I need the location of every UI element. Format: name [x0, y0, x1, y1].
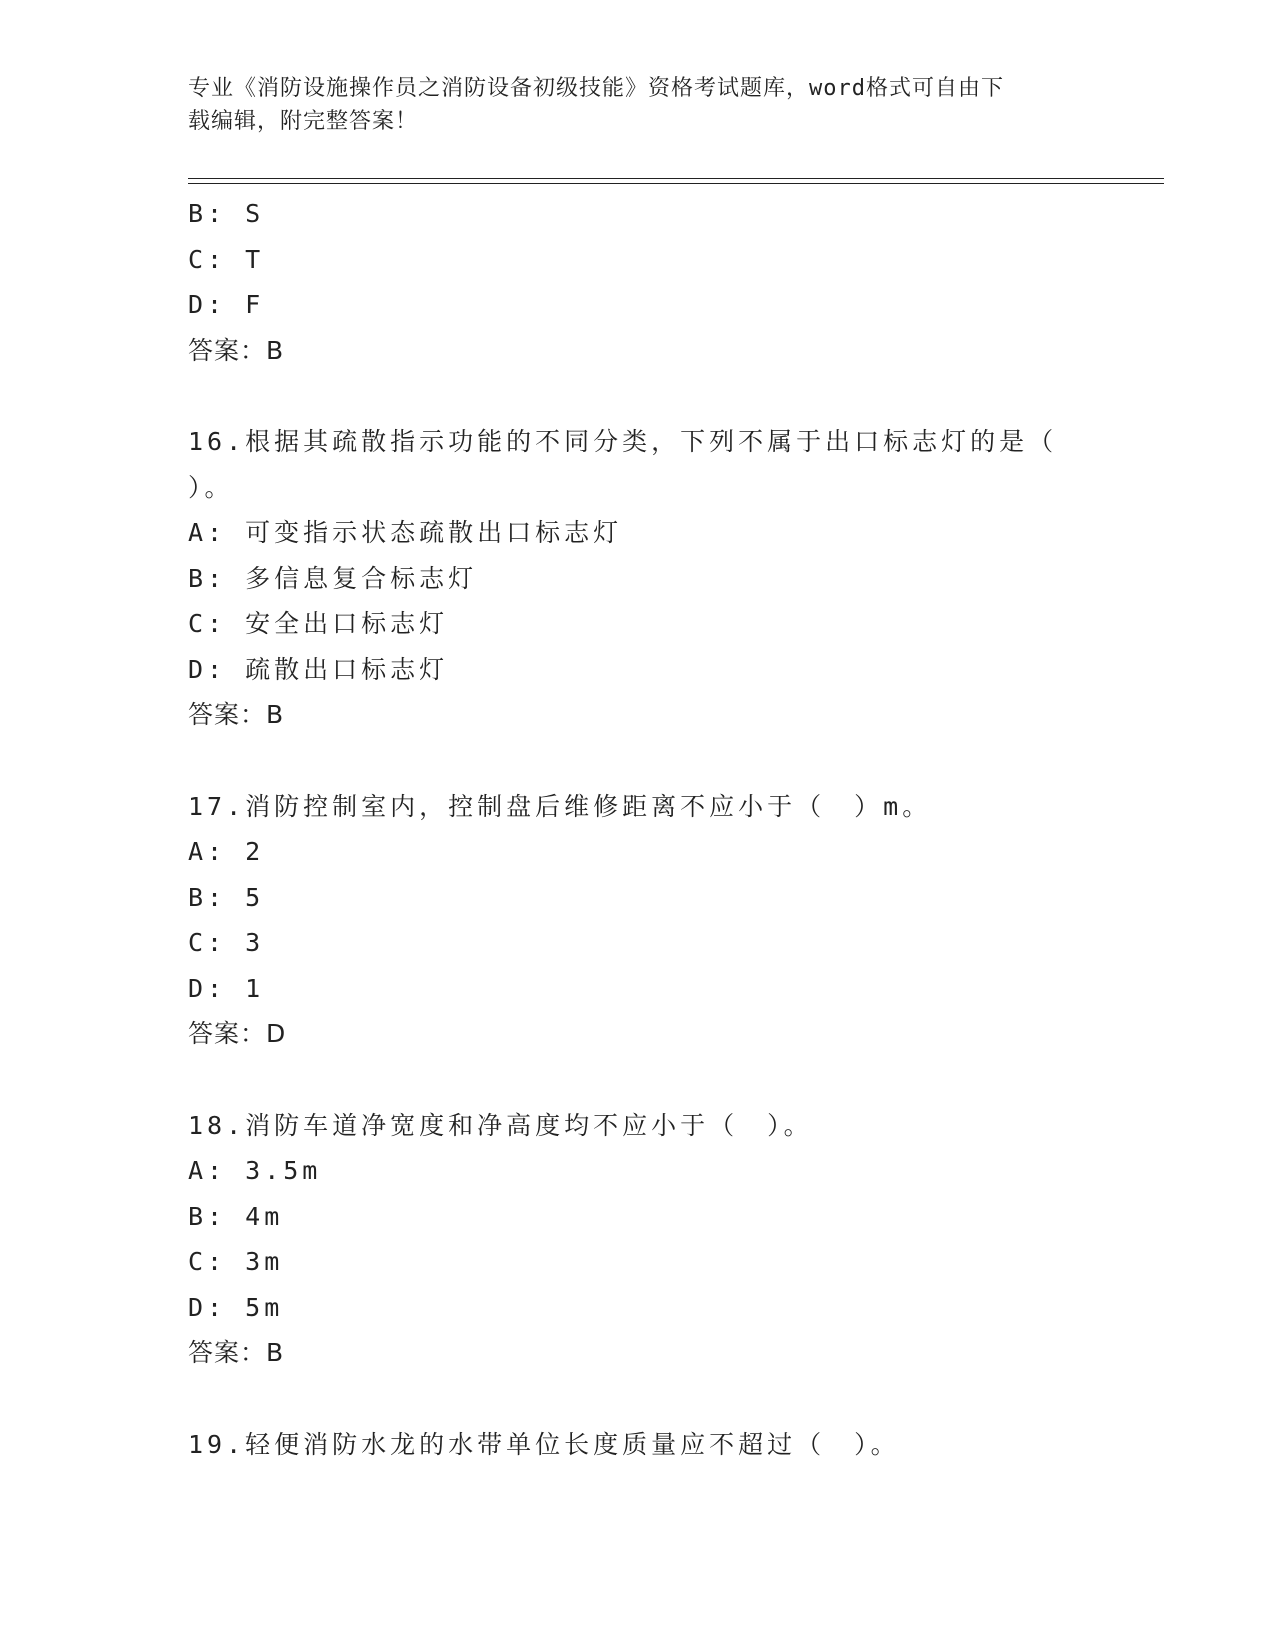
spacer [188, 1376, 1088, 1422]
option-a: A: 3.5m [188, 1156, 322, 1185]
option-c: C: 3m [188, 1247, 284, 1276]
header-line-2: 载编辑，附完整答案！ [188, 109, 419, 134]
question-15-partial [188, 191, 1088, 373]
option-b: B: S [188, 199, 265, 228]
question-stem-continued: ）。 [188, 472, 234, 502]
option-b: B: 多信息复合标志灯 [188, 563, 478, 593]
option-b: B: 4m [188, 1201, 284, 1231]
question-stem: 17.消防控制室内，控制盘后维修距离不应小于（ ）m。 [188, 791, 932, 821]
spacer [188, 738, 1088, 784]
question-19 [188, 1422, 1088, 1468]
question-stem: 19.轻便消防水龙的水带单位长度质量应不超过（ ）。 [188, 1429, 900, 1459]
answer: 答案：B [188, 700, 285, 729]
option-a: A: 可变指示状态疏散出口标志灯 [188, 518, 623, 547]
option-c: C: 安全出口标志灯 [188, 609, 449, 638]
option-a: A: 2 [188, 837, 265, 866]
option-d: D: 1 [188, 973, 265, 1003]
answer: 答案：B [188, 335, 285, 365]
option-b: B: 5 [188, 882, 265, 912]
answer: 答案：B [188, 1338, 285, 1367]
spacer [188, 1057, 1088, 1103]
option-c: C: T [188, 244, 265, 274]
option-d: D: 疏散出口标志灯 [188, 654, 449, 684]
header-divider-bottom [188, 183, 1164, 184]
option-d: D: F [188, 290, 265, 319]
document-header [188, 72, 1088, 138]
option-c: C: 3 [188, 928, 265, 957]
question-stem: 18.消防车道净宽度和净高度均不应小于（ ）。 [188, 1110, 813, 1140]
question-17 [188, 784, 1088, 1057]
header-divider-top [188, 178, 1164, 179]
spacer [188, 373, 1088, 419]
question-list [188, 191, 1088, 1467]
answer: 答案：D [188, 1019, 287, 1048]
question-stem: 16.根据其疏散指示功能的不同分类，下列不属于出口标志灯的是（ [188, 427, 1058, 456]
header-line-1: 专业《消防设施操作员之消防设备初级技能》资格考试题库，word格式可自由下 [188, 76, 1004, 101]
option-d: D: 5m [188, 1292, 284, 1322]
question-18 [188, 1103, 1088, 1376]
question-16 [188, 419, 1088, 738]
